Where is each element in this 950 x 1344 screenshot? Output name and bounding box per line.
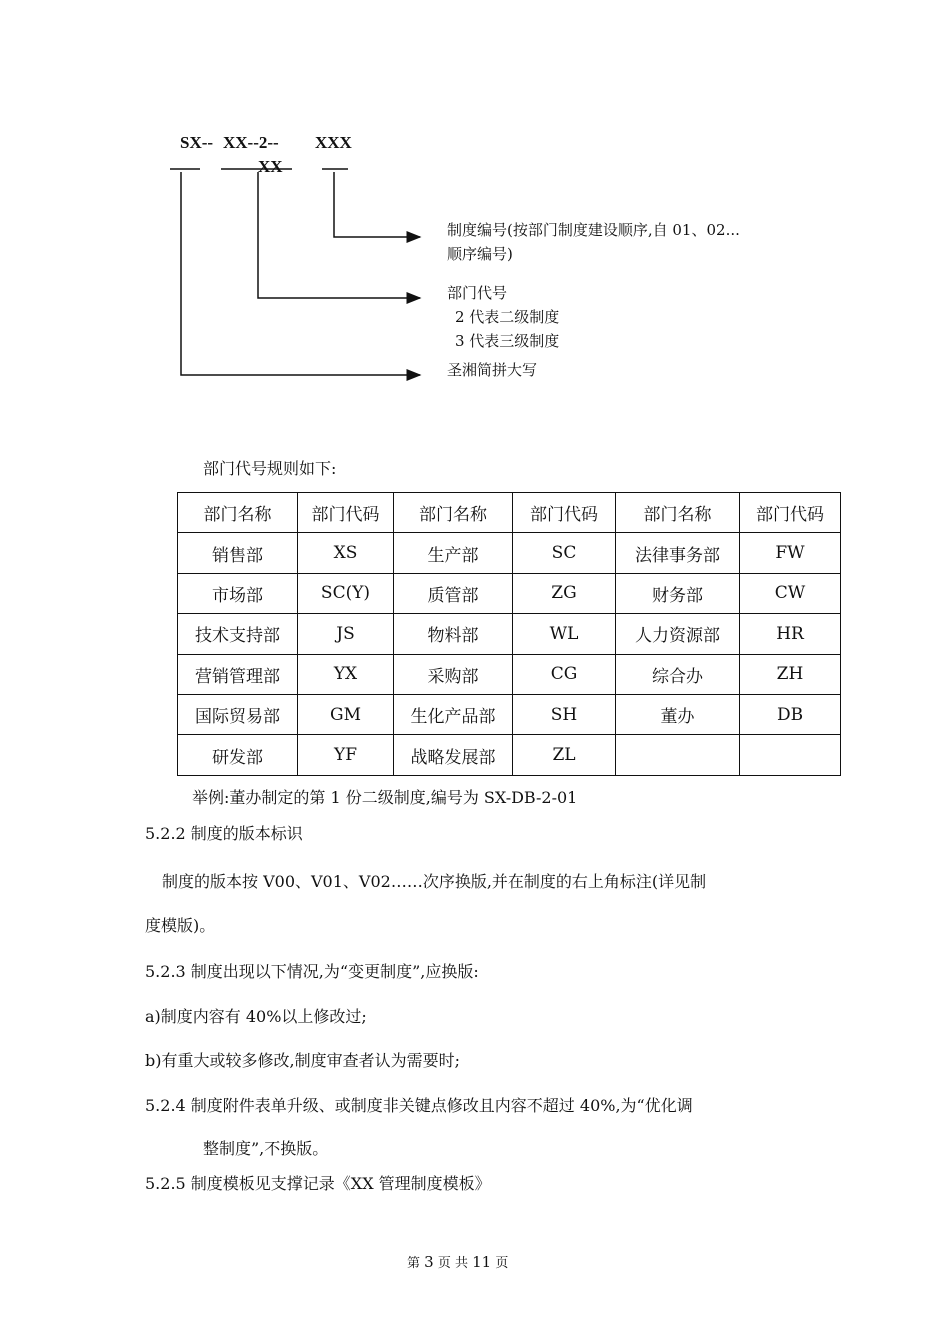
- table-cell: 物料部: [394, 614, 513, 654]
- table-cell: WL: [513, 614, 616, 654]
- label-dept-line1: 部门代号: [447, 284, 508, 302]
- table-cell: GM: [298, 694, 394, 734]
- table-cell: SH: [513, 694, 616, 734]
- table-cell: JS: [298, 614, 394, 654]
- table-cell: 法律事务部: [616, 533, 740, 573]
- table-header-cell: 部门名称: [616, 493, 740, 533]
- section-5-2-4-line1: 5.2.4 制度附件表单升级、或制度非关键点修改且内容不超过 40%,为“优化调: [145, 1096, 693, 1115]
- code-part-sx: SX--: [180, 133, 214, 152]
- department-code-table: [177, 492, 841, 776]
- table-cell: 董办: [616, 694, 740, 734]
- table-header-cell: 部门代码: [298, 493, 394, 533]
- code-part-dept-level: XX--2--: [223, 133, 279, 152]
- code-part-xx-wrap: XX: [258, 157, 283, 176]
- table-header-cell: 部门名称: [394, 493, 513, 533]
- table-cell: DB: [740, 694, 841, 734]
- table-cell: SC: [513, 533, 616, 573]
- table-row: [178, 735, 841, 775]
- code-part-seq: XXX: [315, 133, 352, 152]
- footer-page-number: 3: [424, 1253, 434, 1271]
- page-footer: [407, 1252, 508, 1271]
- table-row: [178, 573, 841, 613]
- table-row: [178, 654, 841, 694]
- table-cell: YX: [298, 654, 394, 694]
- table-cell: 人力资源部: [616, 614, 740, 654]
- table-cell: SC(Y): [298, 573, 394, 613]
- table-cell: 市场部: [178, 573, 298, 613]
- table-cell: 技术支持部: [178, 614, 298, 654]
- table-cell: 研发部: [178, 735, 298, 775]
- table-cell: 销售部: [178, 533, 298, 573]
- footer-middle: 页 共: [437, 1256, 468, 1271]
- table-cell: ZH: [740, 654, 841, 694]
- table-cell: YF: [298, 735, 394, 775]
- arrow-dept: [258, 172, 420, 298]
- table-header-row: [178, 493, 841, 533]
- table-cell: 战略发展部: [394, 735, 513, 775]
- table-cell: [740, 735, 841, 775]
- section-5-2-3-item-a: a)制度内容有 40%以上修改过;: [145, 1007, 367, 1026]
- table-cell: 质管部: [394, 573, 513, 613]
- table-row: [178, 614, 841, 654]
- footer-suffix: 页: [495, 1256, 509, 1271]
- label-dept-line2: 2 代表二级制度: [455, 308, 560, 326]
- table-header-cell: 部门名称: [178, 493, 298, 533]
- table-row: [178, 533, 841, 573]
- code-structure-diagram: [0, 0, 950, 420]
- section-5-2-3-item-b: b)有重大或较多修改,制度审查者认为需要时;: [145, 1051, 460, 1070]
- section-5-2-2-body-line2: 度模版)。: [145, 916, 216, 935]
- label-seq-line1: 制度编号(按部门制度建设顺序,自 01、02...: [447, 221, 740, 239]
- section-5-2-3-title: 5.2.3 制度出现以下情况,为“变更制度”,应换版:: [145, 962, 479, 981]
- table-cell: [616, 735, 740, 775]
- footer-prefix: 第: [407, 1256, 421, 1271]
- table-cell: ZL: [513, 735, 616, 775]
- table-cell: CG: [513, 654, 616, 694]
- table-header-cell: 部门代码: [513, 493, 616, 533]
- arrow-seq: [334, 172, 420, 237]
- table-cell: HR: [740, 614, 841, 654]
- arrow-sx: [181, 172, 420, 375]
- table-intro: 部门代号规则如下:: [203, 459, 337, 478]
- section-5-2-2-body-line1: 制度的版本按 V00、V01、V02……次序换版,并在制度的右上角标注(详见制: [162, 872, 707, 891]
- table-cell: 生化产品部: [394, 694, 513, 734]
- table-cell: 采购部: [394, 654, 513, 694]
- table-cell: 生产部: [394, 533, 513, 573]
- table-cell: ZG: [513, 573, 616, 613]
- table-cell: FW: [740, 533, 841, 573]
- section-5-2-2-title: 5.2.2 制度的版本标识: [145, 824, 303, 843]
- table-cell: 国际贸易部: [178, 694, 298, 734]
- label-dept-line3: 3 代表三级制度: [455, 332, 560, 350]
- footer-total-pages: 11: [472, 1253, 492, 1271]
- example-text: 举例:董办制定的第 1 份二级制度,编号为 SX-DB-2-01: [192, 788, 578, 807]
- table-cell: XS: [298, 533, 394, 573]
- table-cell: 营销管理部: [178, 654, 298, 694]
- label-seq-line2: 顺序编号): [447, 245, 513, 263]
- table-cell: CW: [740, 573, 841, 613]
- table-row: [178, 694, 841, 734]
- label-sx: 圣湘简拼大写: [447, 361, 538, 379]
- table-cell: 财务部: [616, 573, 740, 613]
- table-cell: 综合办: [616, 654, 740, 694]
- section-5-2-4-line2: 整制度”,不换版。: [203, 1139, 329, 1158]
- table-header-cell: 部门代码: [740, 493, 841, 533]
- section-5-2-5: 5.2.5 制度模板见支撑记录《XX 管理制度模板》: [145, 1174, 491, 1193]
